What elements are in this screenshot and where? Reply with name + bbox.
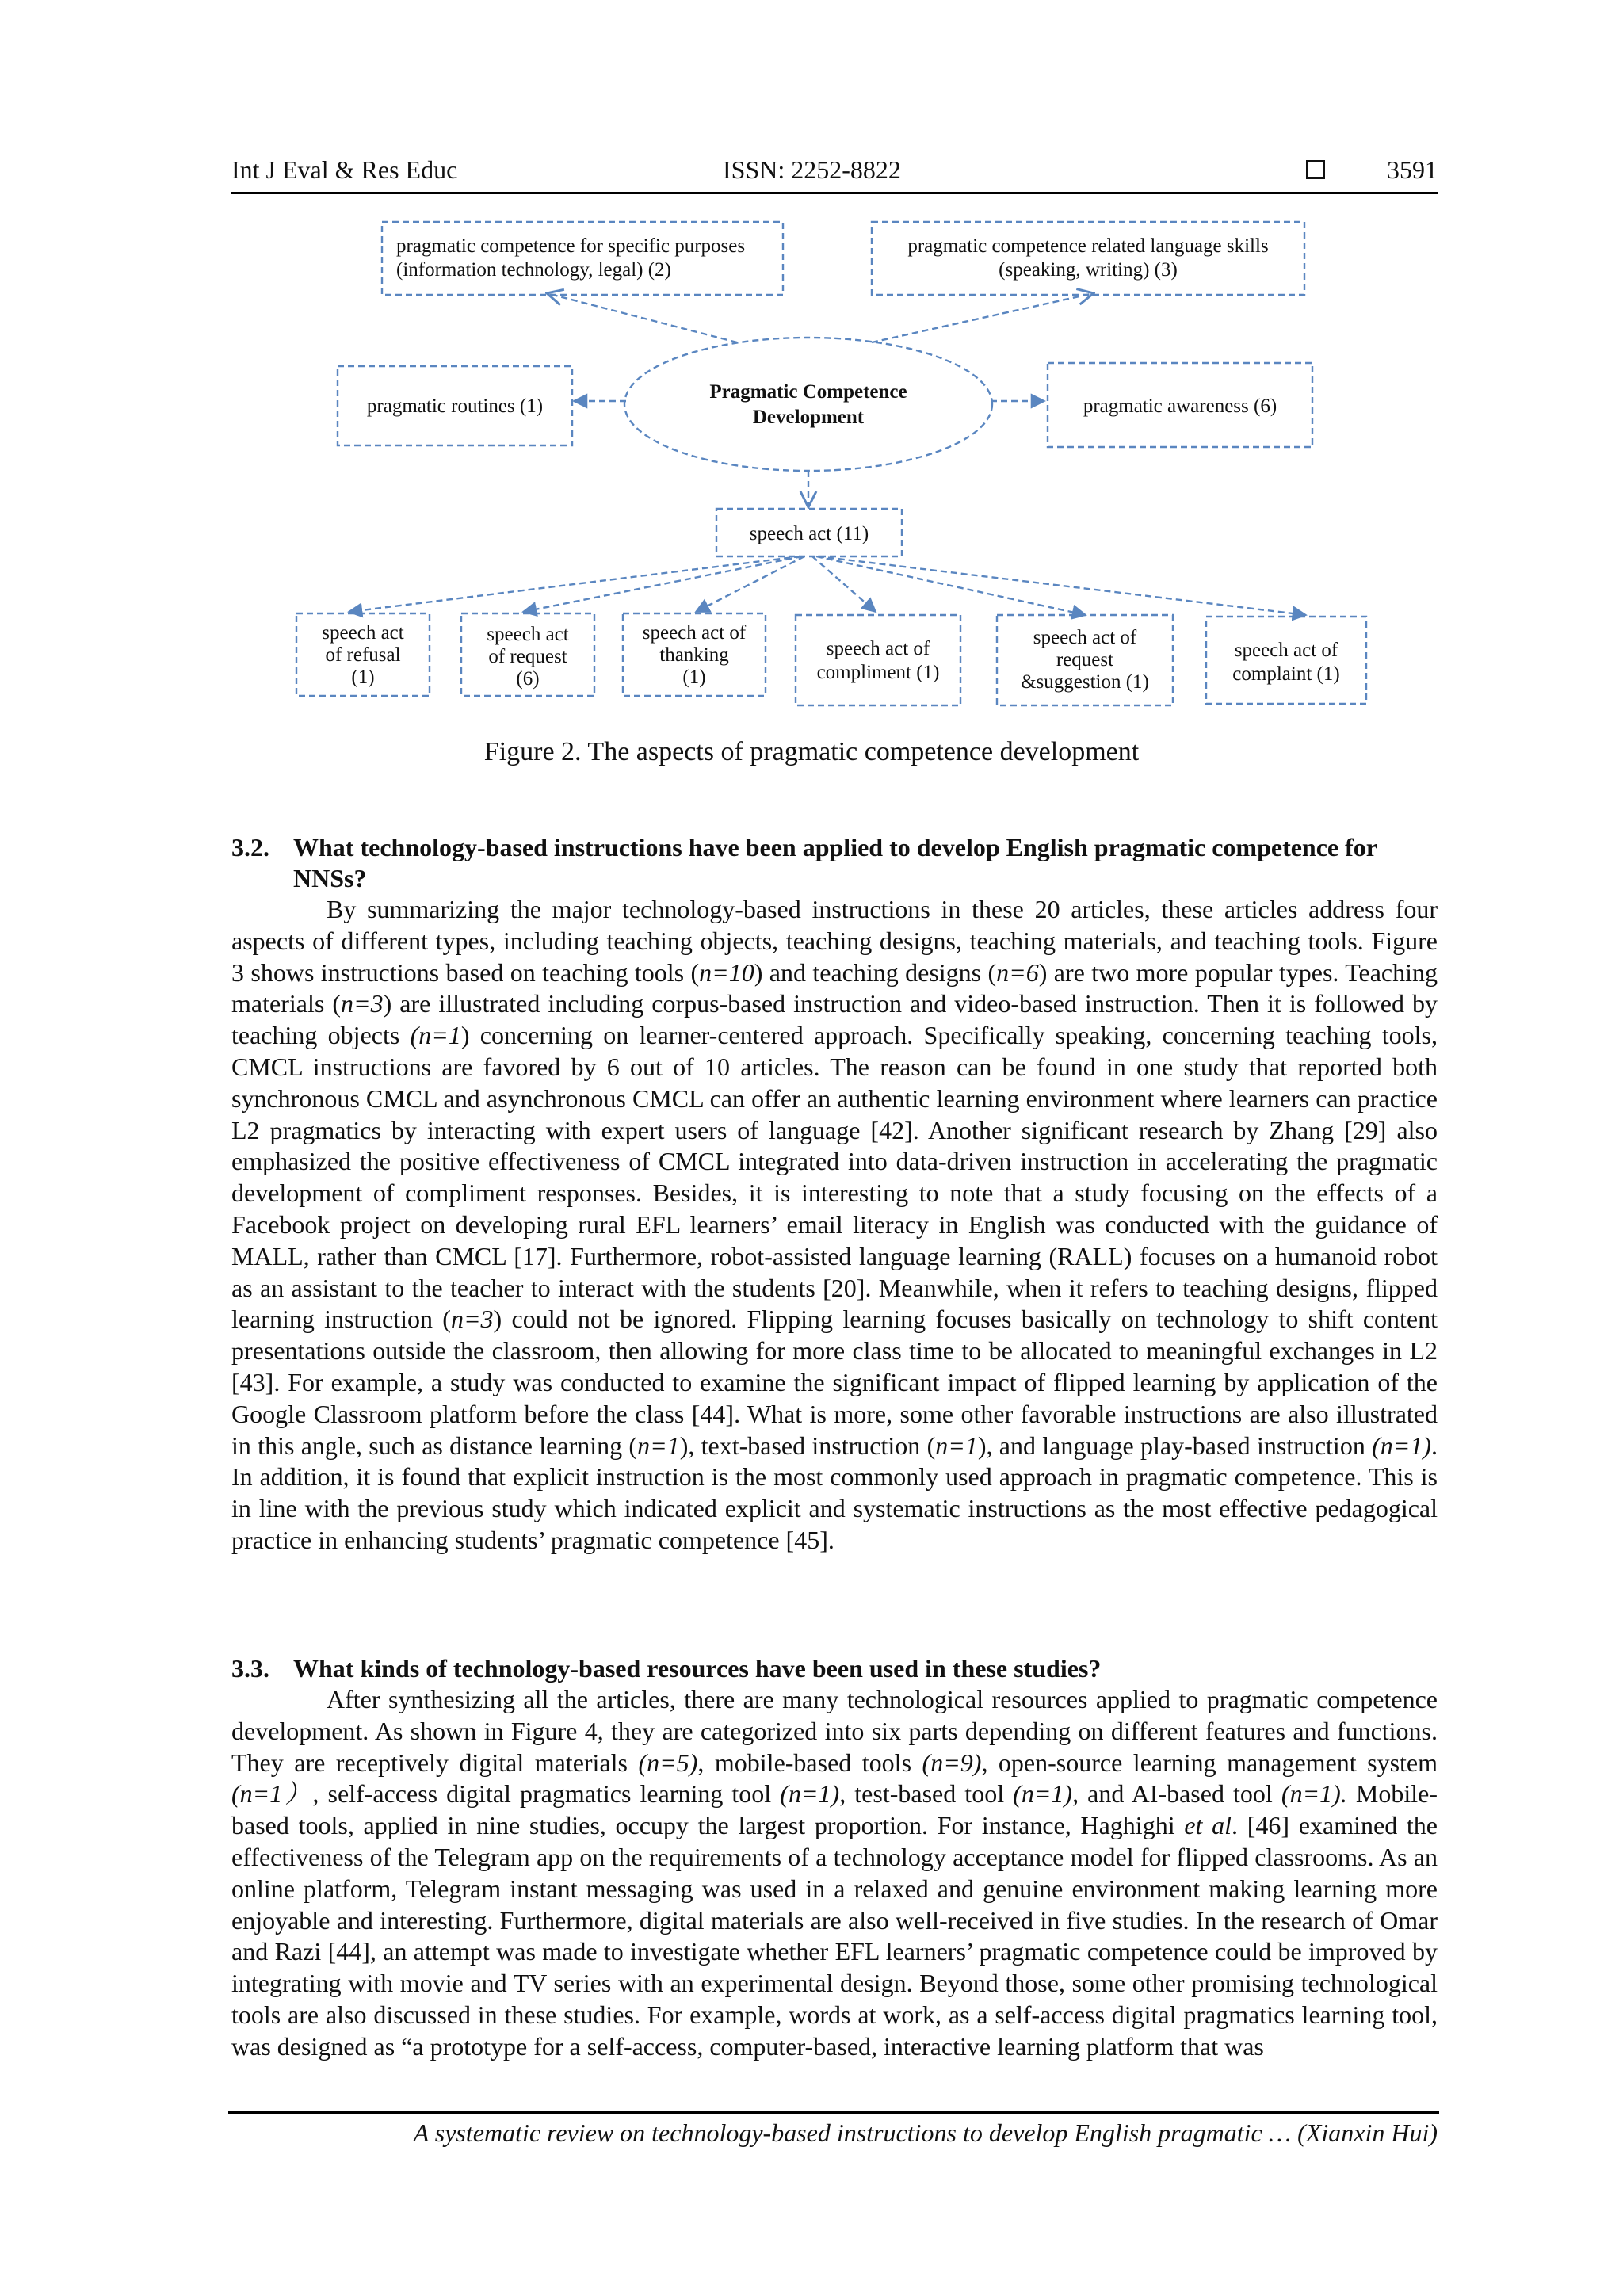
node-awareness — [1048, 363, 1312, 447]
node-label-line: speech act of — [642, 622, 747, 644]
figure-caption: Figure 2. The aspects of pragmatic competence development — [483, 737, 1140, 766]
node-request-suggestion — [997, 615, 1173, 705]
link-speech-act-request-suggestion — [816, 556, 1086, 615]
node-label-line: pragmatic routines (1) — [366, 395, 544, 417]
node-compliment — [796, 615, 960, 705]
page-number: 3591 — [1387, 155, 1438, 184]
section-3-3-heading — [231, 1653, 1438, 1684]
node-request — [461, 613, 594, 696]
node-label-line: request — [1056, 649, 1114, 670]
journal-name: Int J Eval & Res Educ — [231, 155, 458, 184]
link-speech-act-complaint — [818, 556, 1306, 615]
section-3-2-heading — [231, 832, 1438, 894]
node-label-line: complaint (1) — [1232, 663, 1340, 685]
node-label-line: speech act — [487, 624, 569, 645]
node-label-line: Pragmatic Competence — [709, 381, 907, 403]
link-speech-act-compliment — [812, 556, 876, 612]
node-routines — [338, 366, 572, 445]
node-label-line: compliment (1) — [816, 662, 940, 683]
node-speech-act — [716, 509, 902, 556]
node-label-line: (6) — [516, 668, 540, 690]
node-label-line: speech act of — [826, 638, 930, 659]
page-footer — [228, 2111, 1439, 2147]
node-refusal — [296, 613, 430, 696]
node-label-line: (1) — [351, 667, 375, 688]
node-label-line: Development — [752, 407, 865, 428]
node-label-line: &suggestion (1) — [1021, 671, 1149, 693]
link-speech-act-refusal — [349, 556, 800, 612]
node-label-line: speech act of — [1033, 627, 1137, 648]
section-3-3-body: After synthesizing all the articles, there are many technological resources applied to pragmatic competence development. As shown in Figure 4, they are categorized into six parts depending on different features and functions. They are receptively digital materials (n=5), mobile-based tools (n=9), open-source learning management system (n=1）, self-access digital pragmatics learning tool (n=1), test-based tool (n=1), and AI-based tool (n=1). Mobile-based tools, applied in nine studies, occupy the largest proportion. For instance, Haghighi et al. [46] examined the effectiveness of the Telegram app on the requirements of a technology acceptance model for flipped classrooms. As an online platform, Telegram instant messaging was used in a relaxed and genuine environment making learning more enjoyable and interesting. Furthermore, digital materials are also well-received in five studies. In the research of Omar and Razi [44], an attempt was made to investigate whether EFL learners’ pragmatic competence could be improved by integrating with movie and TV series with an experimental design. Beyond those, some other promising technological tools are also discussed in these studies. For example, words at work, as a self-access digital pragmatics learning tool, was designed as “a prototype for a self-access, computer-based, interactive learning platform that was — [231, 1685, 1438, 2061]
running-title: A systematic review on technology-based instructions to develop English pragmatic … (Xianxin Hui) — [413, 2118, 1438, 2147]
node-label-line: thanking — [659, 644, 729, 666]
node-label-line: pragmatic competence related language skills — [907, 235, 1269, 257]
figure-2-diagram — [0, 0, 1623, 793]
node-label-line: speech act of — [1234, 640, 1338, 661]
node-specific-purposes — [382, 222, 783, 295]
issn: ISSN: 2252-8822 — [723, 155, 901, 184]
node-label-line: speech act (11) — [749, 523, 869, 544]
section-number: 3.3. — [231, 1654, 269, 1683]
section-title: What technology-based instructions have been applied to develop English pragmatic competence for NNSs? — [293, 833, 1377, 892]
node-language-skills — [872, 222, 1304, 295]
node-label-line: of refusal — [325, 644, 401, 666]
section-3-2-body: By summarizing the major technology-based instructions in these 20 articles, these articles address four aspects of different types, including teaching objects, teaching designs, teaching materials, and teaching tools. Figure 3 shows instructions based on teaching tools (n=10) and teaching designs (n=6) are two more popular types. Teaching materials (n=3) are illustrated including corpus-based instruction and video-based instruction. Then it is followed by teaching objects (n=1) concerning on learner-centered approach. Specifically speaking, concerning teaching tools, CMCL instructions are favored by 6 out of 10 articles. The reason can be found in one study that reported both synchronous CMCL and asynchronous CMCL can offer an authentic learning environment where learners can practice L2 pragmatics by interacting with expert users of language [42]. Another significant research by Zhang [29] also emphasized the positive effectiveness of CMCL integrated into data-driven instruction in accelerating the pragmatic development of compliment responses. Besides, it is interesting to note that a study focusing on the effects of a Facebook project on developing rural EFL learners’ email literacy in English was conducted with the guidance of MALL, rather than CMCL [17]. Furthermore, robot-assisted language learning (RALL) focuses on a humanoid robot as an assistant to the teacher to interact with the students [20]. Meanwhile, when it refers to teaching designs, flipped learning instruction (n=3) could not be ignored. Flipping learning focuses basically on technology to shift content presentations outside the classroom, then allowing for more class time to be allocated to meaningful exchanges in L2 [43]. For example, a study was conducted to examine the significant impact of flipped learning by application of the Google Classroom platform before the class [44]. What is more, some other favorable instructions are also illustrated in this angle, such as distance learning (n=1), text-based instruction (n=1), and language play-based instruction (n=1). In addition, it is found that explicit instruction is the most commonly used approach in pragmatic competence. This is in line with the previous study which indicated explicit and systematic instructions as the most effective pedagogical practice in enhancing students’ pragmatic competence [45]. — [231, 895, 1438, 1554]
node-label-line: (1) — [682, 667, 706, 688]
node-label-line: pragmatic competence for specific purposes — [396, 235, 746, 257]
node-label-line: (information technology, legal) (2) — [396, 259, 671, 281]
section-number: 3.2. — [231, 833, 269, 861]
node-center — [624, 338, 992, 471]
link-center-specific-purposes — [547, 293, 737, 342]
node-label-line: pragmatic awareness (6) — [1083, 395, 1277, 417]
link-speech-act-request — [523, 556, 802, 612]
node-label-line: of request — [488, 646, 567, 667]
node-complaint — [1206, 617, 1366, 704]
link-center-language-skills — [872, 293, 1094, 342]
node-label-line: (speaking, writing) (3) — [999, 259, 1178, 281]
node-thanking — [623, 613, 766, 696]
link-speech-act-thanking — [696, 556, 804, 612]
node-label-line: speech act — [322, 622, 404, 644]
section-title: What kinds of technology-based resources have been used in these studies? — [293, 1654, 1102, 1683]
